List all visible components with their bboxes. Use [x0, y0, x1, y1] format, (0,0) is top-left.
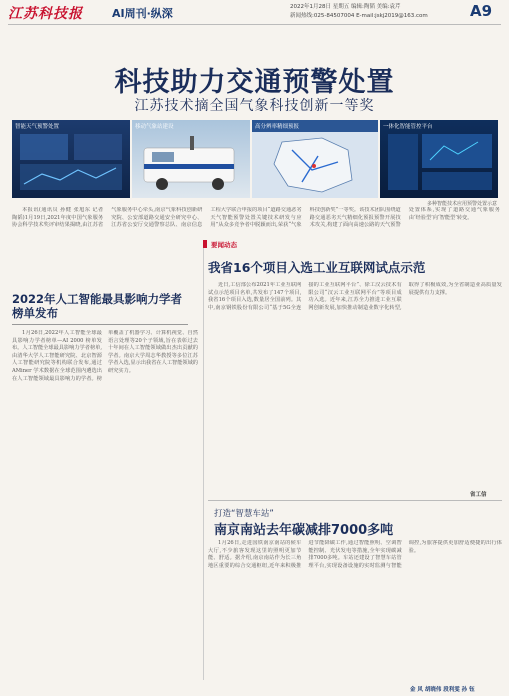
- province-news-body: [208, 282, 502, 490]
- station-body: [208, 540, 502, 680]
- lead-body-text: 本报讯(通讯员 孙健 张旭东 记者 陶韬)1月19日,2021年度中国气象服务协会科学技术奖评审结果揭晓,由江苏省气象服务中心牵头,南京气象科技创新研究院、公安部道路交通安全研究中心、江苏省公安厅交通警察总队、南京信息工程大学联合申报的项目“道路交通恶劣天气智能预警处置关键技术研发与应用”从众多竞争者中脱颖而出,荣获“气象科技创新奖”一等奖。该技术团队围绕道路交通恶劣天气精细化预报预警开展技术攻关,构建了面向高速公路的天气预警处置体系,实现了道路交通气象服务由‘经验型’向‘智能型’转变。: [12, 207, 500, 229]
- lead-subhead: 江苏技术摘全国气象科技创新一等奖: [134, 98, 375, 114]
- lead-body: [12, 207, 500, 237]
- issue-date-line: 2022年1月28日 星期五 编辑:陶韬 美编:袁芹: [290, 4, 401, 10]
- lead-headline: 科技助力交通预警处置: [114, 67, 395, 98]
- ai-news-text: 1月26日,2022年人工智能全球最具影响力学者榜单—AI 2000 榜单发布。人工智能全球最具影响力学者榜单,由清华大学人工智能研究院、北京智源人工智能研究院等机构联合发布,通过 AMiner 学术数据在全球范围内遴选出在人工智能领域最具影响力的学者。榜单覆盖了机器学习、计算机视觉、自然语言处理等20个子领域,旨在表彰过去十年间在人工智能领域做出杰出贡献的学者。南京大学周志华教授等多位江苏学者入选,显示出我省在人工智能领域的研究实力。: [12, 330, 198, 382]
- province-news-text: 近日,工信部公布2021年工业互联网试点示范项目名单,共发布了147个项目,我省16个项目入选,数量居全国前列。其中,南京钢铁股份有限公司“基于5G全连接的工业互联网平台”、徐工汉云技术有限公司“汉云工业互联网平台”等项目成功入选。近年来,江苏全力推进工业互联网创新发展,加快推动制造业数字化转型,取得了积极成效,为全省制造业高质量发展提供有力支撑。: [208, 282, 502, 311]
- photo-caption: 智能天气预警处置: [15, 124, 60, 130]
- ai-news-headline: 2022年人工智能最具影响力学者榜单发布: [12, 292, 183, 320]
- section-title: AI周刊·纵深: [112, 7, 173, 20]
- province-news-headline: 我省16个项目入选工业互联网试点示范: [208, 260, 426, 275]
- page-number: A9: [470, 2, 493, 20]
- tag-marker: [203, 240, 207, 248]
- photo-mobile-station: [132, 120, 250, 198]
- ai-news-rule: [12, 324, 188, 325]
- column-divider: [203, 240, 204, 680]
- province-news-author: 省工信: [470, 492, 487, 498]
- station-headline: 南京南站去年碳减排7000多吨: [214, 523, 394, 538]
- photo-fine-forecast: [252, 120, 378, 198]
- issue-meta: [290, 3, 428, 21]
- forecast-map-illustration: [252, 120, 378, 198]
- ai-news-body: [12, 330, 198, 680]
- newspaper-brand: 江苏科技报: [8, 6, 83, 22]
- photo-credit: 多种智能技术应用预警处置示意: [426, 201, 497, 207]
- masthead-rule: [8, 24, 501, 25]
- news-tag: 要闻动态: [211, 241, 237, 249]
- station-kicker: 打造“智慧车站”: [214, 509, 274, 519]
- photo-caption: 高分辨率精细预报: [255, 124, 300, 130]
- section-rule: [208, 500, 502, 501]
- station-text: 1月26日,走进国铁南京南站的候车大厅,不少旅客发现这里的照明更加节能、舒适。据介绍,南京南站作为长三角地区重要的综合交通枢纽,近年来积极推进节能降碳工作,通过智能照明、空调智能控制、光伏发电等措施,全年实现碳减排7000多吨。车站还建设了智慧车站管理平台,实现设备设施的实时监测与智能调控,为旅客提供更加舒适便捷的出行体验。: [208, 540, 502, 569]
- platform-illustration: [380, 120, 498, 198]
- photo-weather-warning: [12, 120, 130, 198]
- station-byline: 金 风 胡晓伟 段利雯 孙 钰: [410, 687, 475, 693]
- photo-caption: 一体化智能管控平台: [383, 124, 433, 130]
- photo-control-platform: [380, 120, 498, 198]
- police-vehicle-illustration: [132, 120, 250, 198]
- photo-caption: 移动气象站建设: [135, 124, 174, 130]
- contact-line: 新闻热线:025-84507004 E-mail:jskj2019@163.com: [290, 13, 428, 19]
- dashboard-illustration: [12, 120, 130, 198]
